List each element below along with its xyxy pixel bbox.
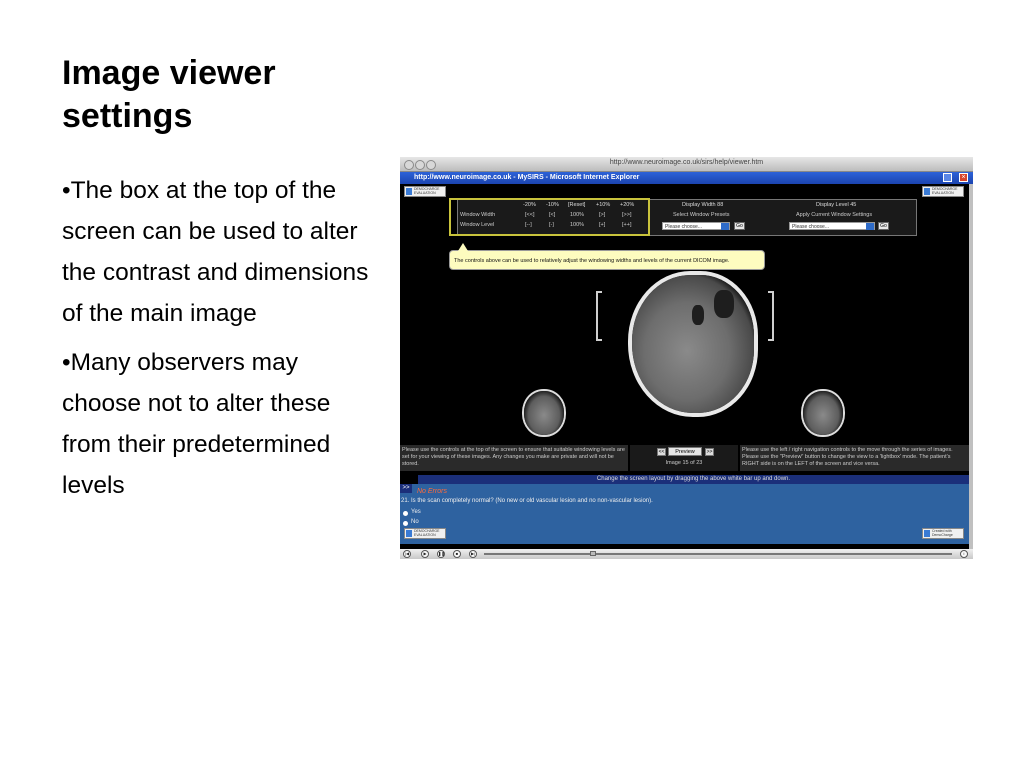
navigation-help-text: Please use the left / right navigation controls to the move through the series of images. Please use the "Preview" button to change the view to a 'lightbox' mode. The patient's RIGHT side is on the LEFT of the screen and vice versa. xyxy=(740,445,969,471)
ct-main-image[interactable] xyxy=(632,275,754,413)
prev-image-button[interactable]: << xyxy=(658,449,665,455)
width-decrease-button[interactable]: [<] xyxy=(549,212,556,218)
width-value: 100% xyxy=(570,212,585,218)
level-decrease-button[interactable]: [-] xyxy=(549,222,554,228)
playback-track[interactable] xyxy=(484,553,952,555)
width-decrease-large-button[interactable]: [<<] xyxy=(525,212,535,218)
layout-drag-bar[interactable]: Change the screen layout by dragging the above white bar up and down. xyxy=(418,475,969,484)
preset-select-value: Please choose... xyxy=(665,224,702,230)
stop-icon[interactable]: ■ xyxy=(453,550,461,558)
bullet-list xyxy=(62,170,372,514)
ct-feature xyxy=(714,290,734,318)
democharge-badge: Created with DemoCharge xyxy=(922,528,964,539)
evaluation-badge: DEMOCHARGE EVALUATION xyxy=(404,186,446,197)
display-width: Display Width 88 xyxy=(682,202,724,208)
preset-select[interactable] xyxy=(662,222,730,230)
controls-highlight-box xyxy=(449,198,650,236)
chevron-down-icon xyxy=(866,223,874,230)
bullet-item: • Many observers may choose not to alter these from their predetermined levels xyxy=(62,342,372,506)
col-header: +20% xyxy=(620,202,635,208)
ct-next-thumbnail[interactable] xyxy=(803,391,843,435)
mac-window-titlebar xyxy=(400,157,973,172)
no-radio[interactable] xyxy=(403,521,408,526)
col-header: +10% xyxy=(596,202,611,208)
question-panel xyxy=(400,484,969,544)
level-value: 100% xyxy=(570,222,585,228)
no-radio-label[interactable]: No xyxy=(411,519,419,525)
col-header: -20% xyxy=(523,202,536,208)
apply-go-button[interactable]: Go xyxy=(878,222,889,230)
image-navigation xyxy=(630,445,738,471)
next-image-button[interactable]: >> xyxy=(706,449,713,455)
ct-prev-thumbnail[interactable] xyxy=(524,391,564,435)
bullet-item: • The box at the top of the screen can be used to alter the contrast and dimensions of the main image xyxy=(62,170,372,334)
scrollbar[interactable] xyxy=(969,184,973,549)
slide-title: Image viewer settings xyxy=(62,54,276,135)
ie-close-button[interactable]: × xyxy=(959,173,968,182)
width-increase-button[interactable]: [>] xyxy=(599,212,606,218)
ct-feature xyxy=(692,305,704,325)
image-counter: Image 15 of 23 xyxy=(665,460,703,466)
play-icon[interactable]: ▶ xyxy=(421,550,429,558)
yes-radio[interactable] xyxy=(403,511,408,516)
viewer-screenshot xyxy=(400,157,973,559)
ie-minimize-button[interactable] xyxy=(943,173,952,182)
chevron-down-icon xyxy=(721,223,729,230)
apply-settings-label: Apply Current Window Settings xyxy=(796,212,873,218)
width-increase-large-button[interactable]: [>>] xyxy=(622,212,632,218)
row-label: Window Width xyxy=(460,212,496,218)
image-bracket xyxy=(596,291,602,341)
level-increase-button[interactable]: [+] xyxy=(599,222,606,228)
preview-button[interactable]: Preview xyxy=(668,447,702,456)
window-url: http://www.neuroimage.co.uk/sirs/help/viewer.htm xyxy=(609,159,764,166)
preset-go-button[interactable]: Go xyxy=(734,222,745,230)
question-text: 21. Is the scan completely normal? (No new or old vascular lesion and no non-vascular lesion). xyxy=(401,498,653,504)
validation-status: No Errors xyxy=(417,488,447,495)
ie-window-title: http://www.neuroimage.co.uk - MySIRS - Microsoft Internet Explorer xyxy=(414,174,640,181)
evaluation-badge: DEMOCHARGE EVALUATION xyxy=(922,186,964,197)
select-presets-label: Select Window Presets xyxy=(673,212,730,218)
rewind-icon[interactable]: |◀ xyxy=(404,551,410,556)
apply-select-value: Please choose... xyxy=(792,224,829,230)
windowing-help-text: Please use the controls at the top of the screen to ensure that suitable windowing levels are set for your viewing of these images. Any changes you make are private and will not be stored. xyxy=(400,445,628,471)
info-icon[interactable]: i xyxy=(960,550,968,558)
pause-icon[interactable]: ❚❚ xyxy=(438,551,445,556)
question-expand-button[interactable]: >> xyxy=(400,484,412,493)
controls-tooltip: The controls above can be used to relatively adjust the windowing widths and levels of the current DICOM image. xyxy=(449,250,765,270)
playback-handle[interactable] xyxy=(590,551,596,556)
row-label: Window Level xyxy=(460,222,495,228)
evaluation-badge: DEMOCHARGE EVALUATION xyxy=(404,528,446,539)
level-increase-large-button[interactable]: [++] xyxy=(622,222,632,228)
display-level: Display Level 45 xyxy=(816,202,857,208)
apply-select[interactable] xyxy=(789,222,875,230)
ie-titlebar xyxy=(400,172,973,184)
image-bracket xyxy=(768,291,774,341)
forward-icon[interactable]: ▶| xyxy=(470,551,476,556)
col-header: -10% xyxy=(546,202,559,208)
col-header: [Reset] xyxy=(568,202,586,208)
playback-bar xyxy=(400,549,973,559)
level-decrease-large-button[interactable]: [--] xyxy=(525,222,532,228)
yes-radio-label[interactable]: Yes xyxy=(411,509,421,515)
